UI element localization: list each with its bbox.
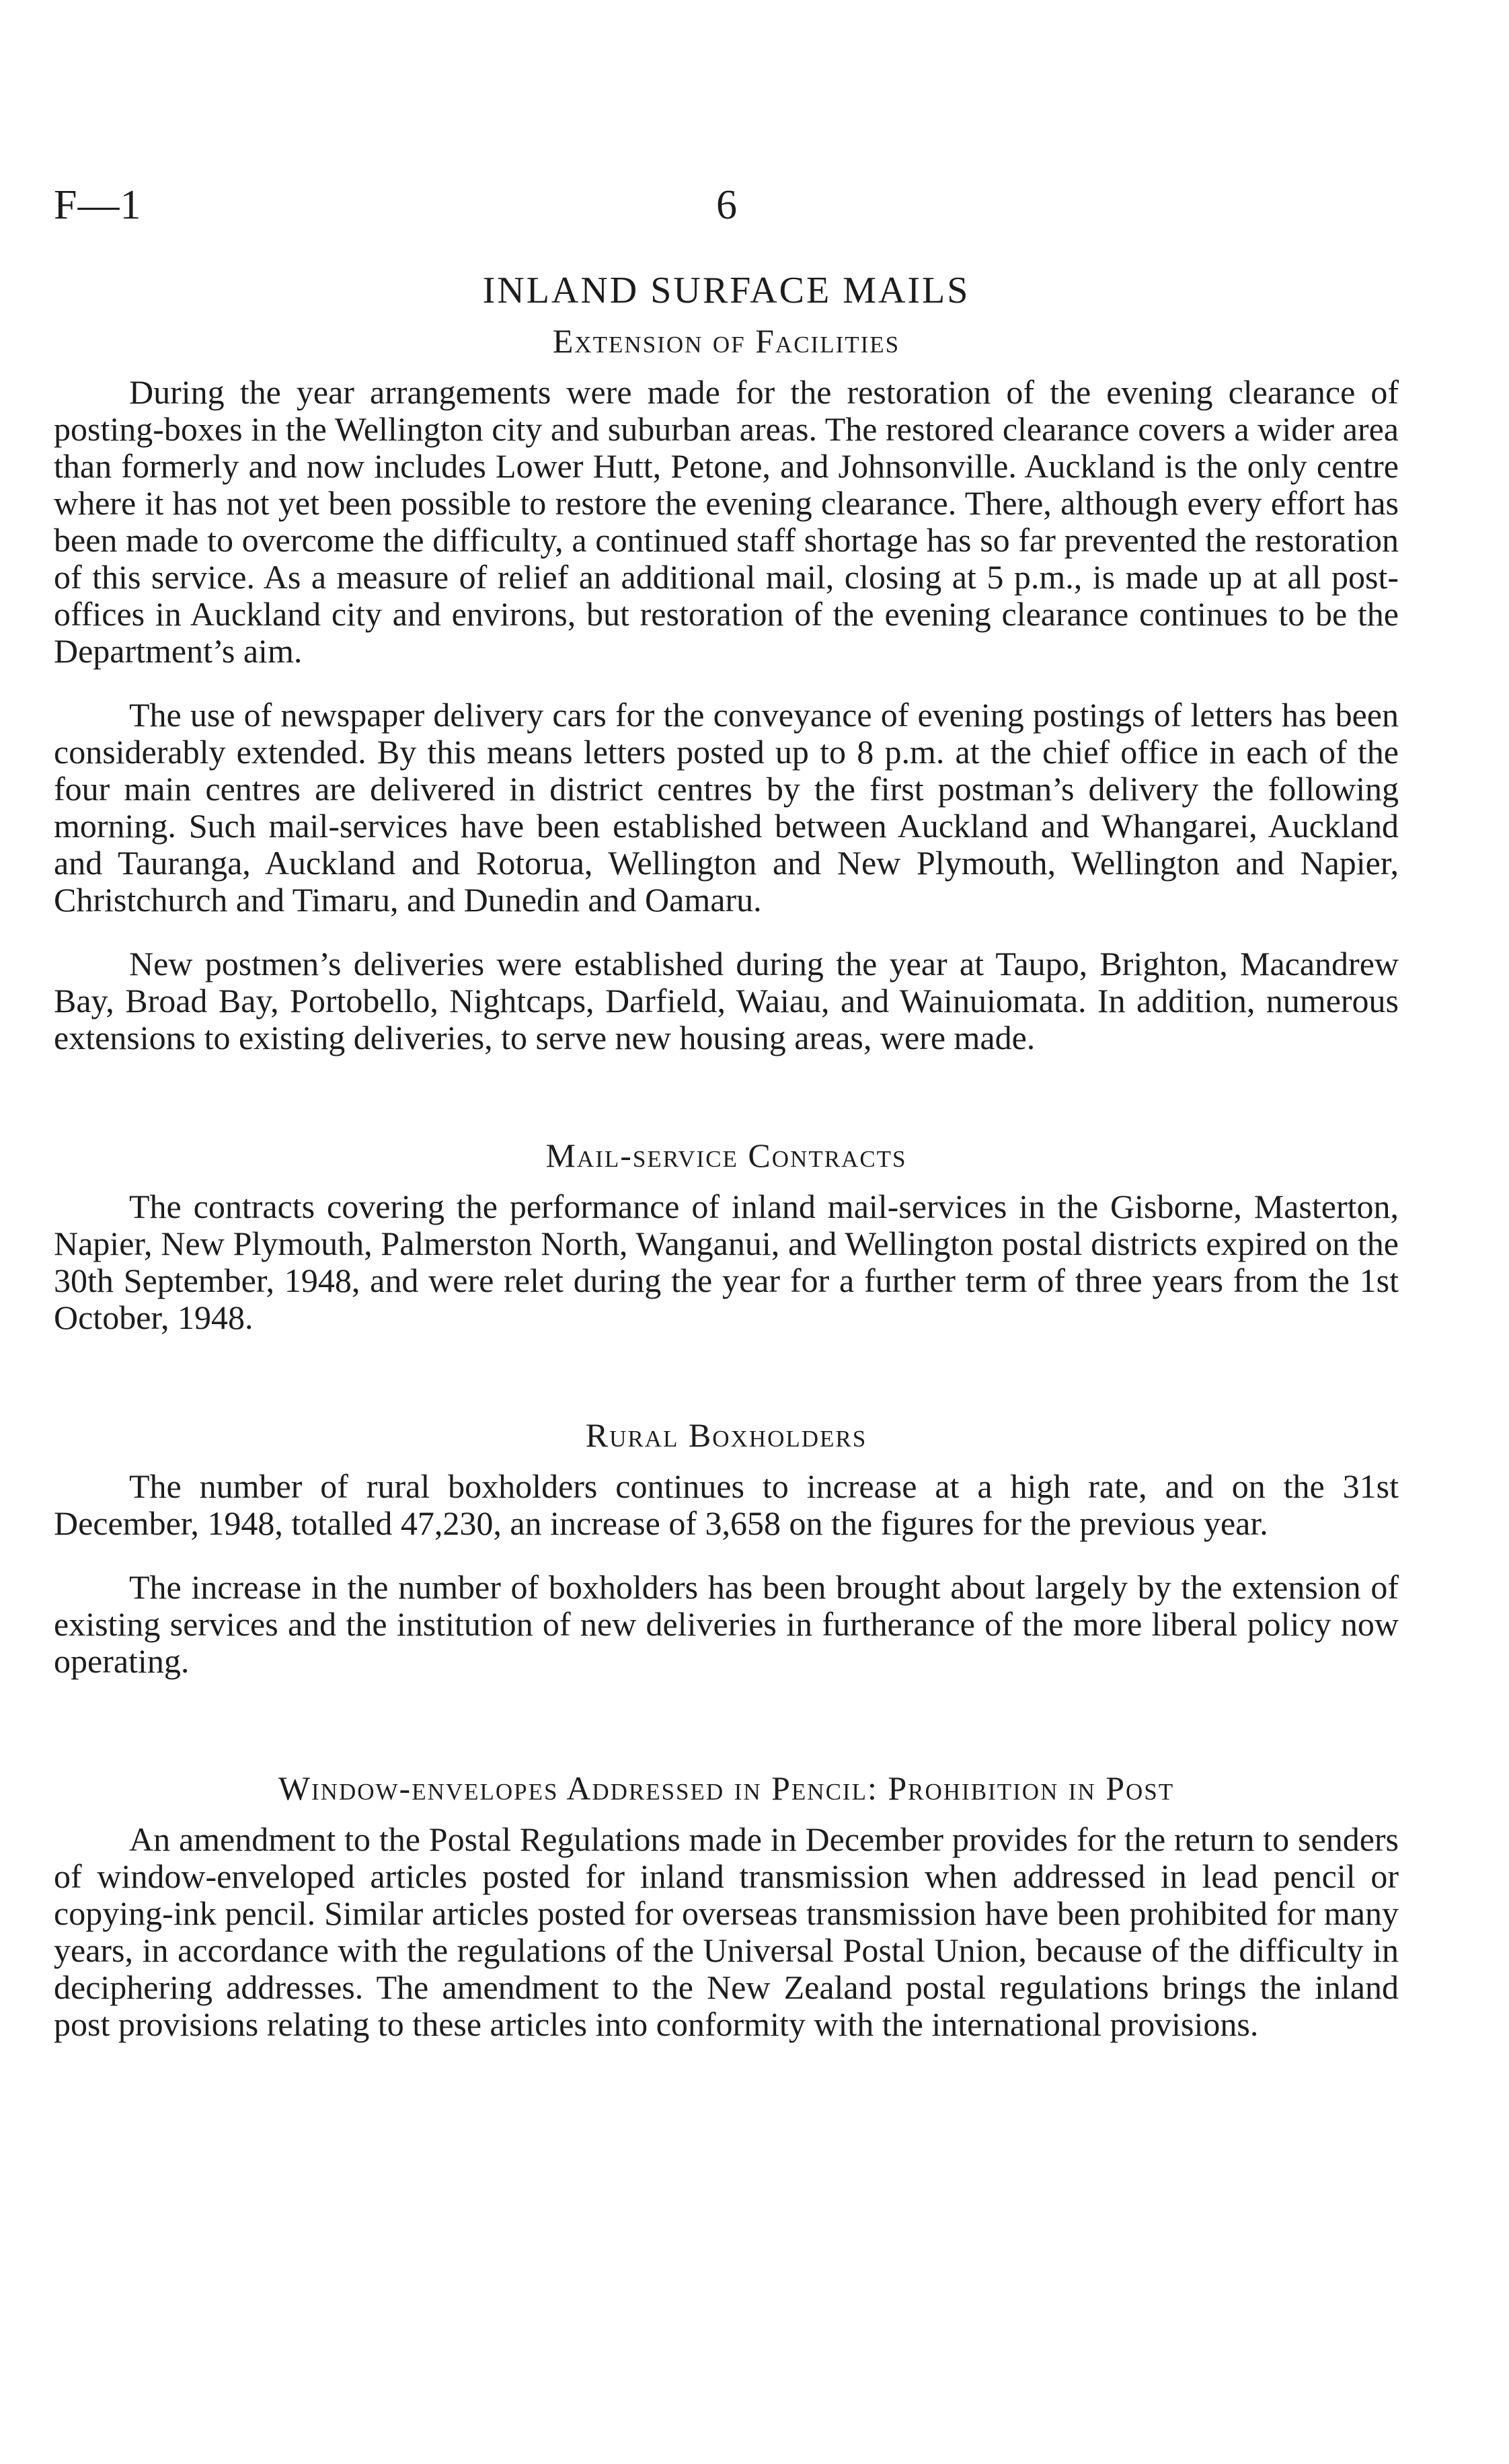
page-header <box>54 182 1399 235</box>
section-extension-of-facilities <box>54 321 1399 1056</box>
paragraph: The contracts covering the performance of inland mail-services in the Gisborne, Masterton, Napier, New Plymouth, Palmerston North, Wanganui, and Wellington postal districts expired on the 30th September, 1948, and were relet during the year for a further term of three years from the 1st October, 1948. <box>54 1188 1399 1336</box>
paragraph: New postmen’s deliveries were established during the year at Taupo, Brighton, Macandrew Bay, Broad Bay, Portobello, Nightcaps, Darfield, Waiau, and Wainuiomata. In addition, numerous extensions to existing deliveries, to serve new housing areas, were made. <box>54 945 1399 1056</box>
paragraph: During the year arrangements were made for the restoration of the evening clearance of posting-boxes in the Wellington city and suburban areas. The restored clearance covers a wider area than formerly and now includes Lower Hutt, Petone, and Johnsonville. Auckland is the only centre where it has not yet been possible to restore the evening clearance. There, although every effort has been made to overcome the difficulty, a continued staff shortage has so far prevented the restoration of this service. As a measure of relief an additional mail, closing at 5 p.m., is made up at all post-offices in Auckland city and environs, but restoration of the evening clearance continues to be the Department’s aim. <box>54 373 1399 670</box>
section-mail-service-contracts <box>54 1136 1399 1336</box>
page-number: 6 <box>716 182 737 228</box>
page-title: INLAND SURFACE MAILS <box>482 270 970 311</box>
section-heading: Extension of Facilities <box>552 322 900 360</box>
section-heading: Window-envelopes Addressed in Pencil: Prohibition in Post <box>278 1769 1175 1807</box>
paragraph: An amendment to the Postal Regulations made in December provides for the return to senders of window-enveloped articles posted for inland transmission when addressed in lead pencil or copying-ink pencil. Similar articles posted for overseas transmission have been prohibited for many years, in accordance with the regulations of the Universal Postal Union, because of the difficulty in deciphering addresses. The amendment to the New Zealand postal regulations brings the inland post provisions relating to these articles into conformity with the international provisions. <box>54 1820 1399 2043</box>
section-window-envelopes <box>54 1769 1399 2043</box>
document-reference: F—1 <box>54 182 142 228</box>
paragraph: The use of newspaper delivery cars for the conveyance of evening postings of letters has been considerably extended. By this means letters posted up to 8 p.m. at the chief office in each of the four main centres are delivered in district centres by the first postman’s delivery the following morning. Such mail-services have been established between Auckland and Whangarei, Auckland and Tauranga, Auckland and Rotorua, Wellington and New Plymouth, Wellington and Napier, Christchurch and Timaru, and Dunedin and Oamaru. <box>54 696 1399 919</box>
paragraph: The number of rural boxholders continues to increase at a high rate, and on the 31st December, 1948, totalled 47,230, an increase of 3,658 on the figures for the previous year. <box>54 1467 1399 1542</box>
paragraph: The increase in the number of boxholders has been brought about largely by the extension of existing services and the institution of new deliveries in furtherance of the more liberal policy now operating. <box>54 1568 1399 1680</box>
section-heading: Mail-service Contracts <box>545 1137 907 1174</box>
section-rural-boxholders <box>54 1416 1399 1680</box>
section-heading: Rural Boxholders <box>585 1416 867 1454</box>
page-content <box>54 269 1399 2043</box>
